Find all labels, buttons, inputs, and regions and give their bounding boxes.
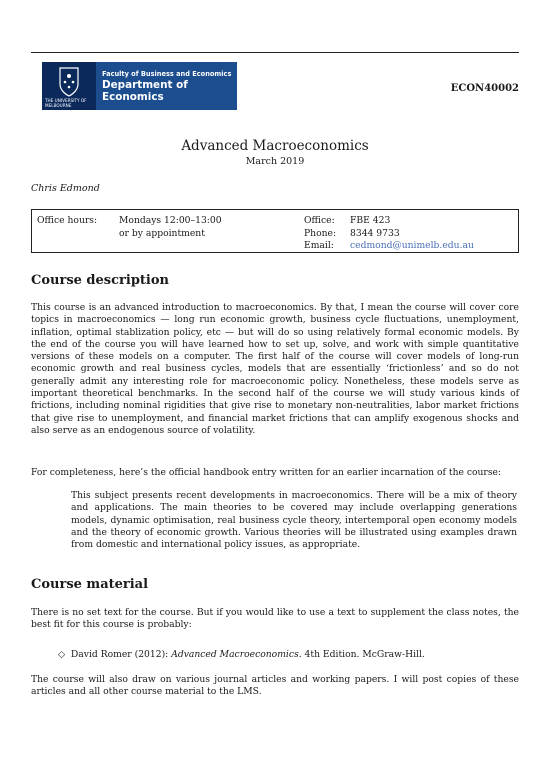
logo-university-line2: MELBOURNE xyxy=(45,103,72,108)
phone-label: Phone: xyxy=(304,228,337,239)
university-logo xyxy=(42,62,237,110)
office-value: FBE 423 xyxy=(350,215,391,226)
department-banner xyxy=(96,62,237,110)
office-hours-value-1: Mondays 12:00–13:00 xyxy=(119,215,222,226)
header-rule xyxy=(31,52,519,53)
office-hours-label: Office hours: xyxy=(37,215,98,226)
course-material-heading: Course material xyxy=(31,577,149,592)
office-label: Office: xyxy=(304,215,335,226)
diamond-bullet-icon: ◇ xyxy=(58,649,66,660)
handbook-intro-paragraph: For completeness, here’s the official handbook entry written for an earlier incarnation of the course: xyxy=(31,467,502,478)
author-name: Chris Edmond xyxy=(31,183,100,194)
contact-info-box xyxy=(31,209,519,253)
textbook-details: . 4th Edition. McGraw-Hill. xyxy=(298,649,425,660)
page-title: Advanced Macroeconomics xyxy=(181,138,369,154)
page-date: March 2019 xyxy=(245,156,305,167)
course-description-heading: Course description xyxy=(31,273,169,288)
textbook-list-item xyxy=(58,649,518,660)
phone-value: 8344 9733 xyxy=(350,228,400,239)
department-name: Department of Economics xyxy=(102,78,188,103)
textbook-author: David Romer (2012): xyxy=(70,649,169,660)
email-link[interactable]: cedmond@unimelb.edu.au xyxy=(350,240,474,251)
faculty-name: Faculty of Business and Economics xyxy=(102,69,232,78)
course-material-closing-paragraph: The course will also draw on various journal articles and working papers. I will post copies of these articles and all other course material to the LMS. xyxy=(31,674,519,698)
textbook-title: Advanced Macroeconomics xyxy=(171,649,299,660)
logo-university-line1: THE UNIVERSITY OF xyxy=(45,98,87,103)
office-hours-value-2: or by appointment xyxy=(119,228,205,239)
crest-icon xyxy=(42,62,96,110)
course-description-paragraph: This course is an advanced introduction to macroeconomics. By that, I mean the course will cover core topics in macroeconomics — long run economic growth, business cycle fluctuations, unemployment, inflation, optimal stablization policy, etc — but will do so using relatively formal economic models. By the end of the course you will have learned how to set up, solve, and work with simple quantitative versions of these models on a computer. The first half of the course will cover models of long-run economic growth and real business cycles, models that are essentially ‘frictionless’ and so do not generally admit any interesting role for macroeconomic policy. Nonetheless, these models serve as important theoretical benchmarks. In the second half of the course we will study various kinds of frictions, including nominal rigidities that give rise to monetary non-neutralities, labor market frictions that give rise to unemployment, and financial market frictions that can amplify exogenous shocks and also serve as an endogenous source of volatility. xyxy=(31,302,519,436)
course-code: ECON40002 xyxy=(450,83,519,94)
course-material-paragraph: There is no set text for the course. But if you would like to use a text to supplement the class notes, the best fit for this course is probably: xyxy=(31,607,519,631)
handbook-quote: This subject presents recent developments in macroeconomics. There will be a mix of theory and applications. The main theories to be covered may include overlapping generations models, dynamic optimisation, real business cycle theory, intertemporal open economy models and the theory of economic growth. Various theories will be illustrated using examples drawn from domestic and international policy issues, as appropriate. xyxy=(71,490,517,551)
email-label: Email: xyxy=(304,240,334,251)
